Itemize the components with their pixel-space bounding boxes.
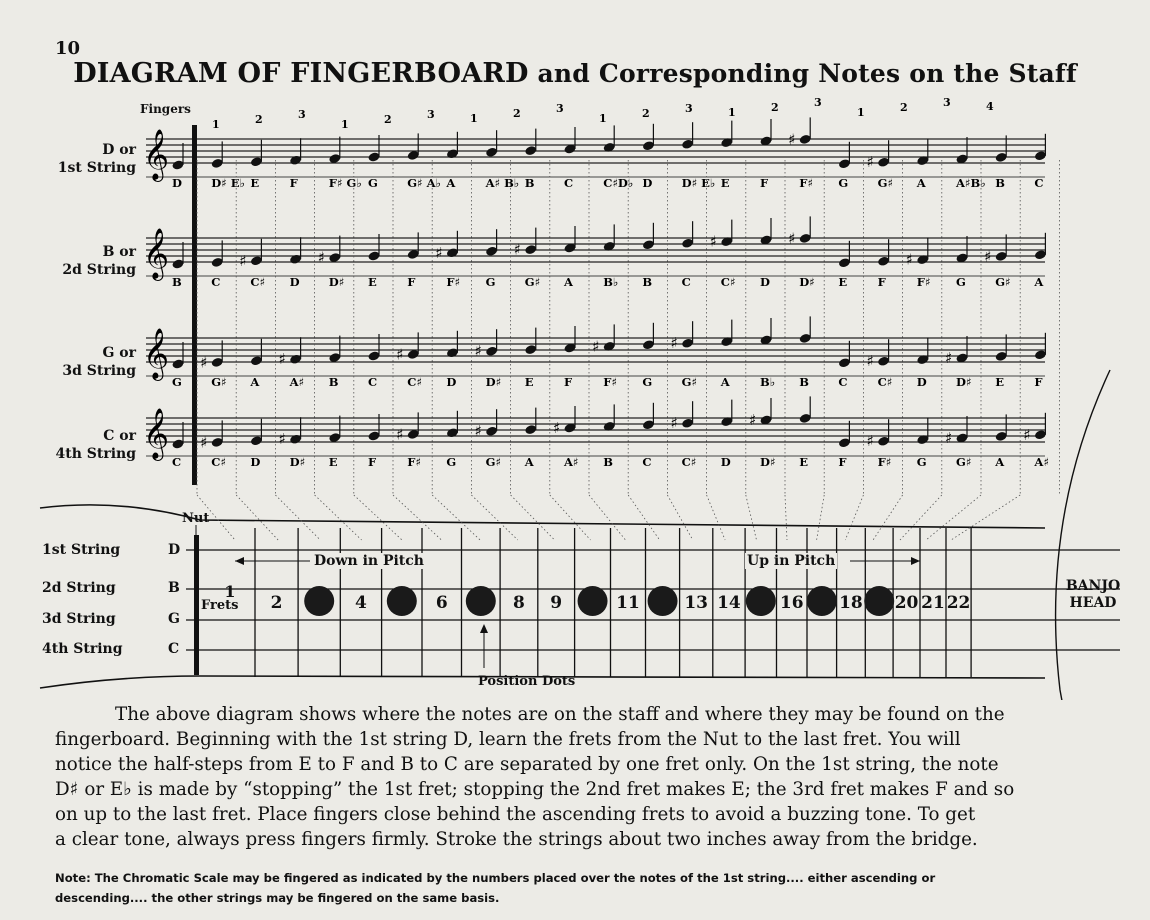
guide-line-dotted xyxy=(589,495,626,540)
note-letter: A♯ B♭ xyxy=(485,176,520,190)
note-letter: D♯ xyxy=(956,375,972,389)
note-letter: G♯ xyxy=(524,275,541,289)
sharp-sign: ♯ xyxy=(317,248,326,267)
note-letter: F♯ xyxy=(799,176,813,190)
guide-line-dotted xyxy=(236,495,278,540)
sharp-sign: ♯ xyxy=(709,232,718,251)
note-letter: B xyxy=(524,176,535,190)
position-dot xyxy=(807,586,837,616)
note-letter: C xyxy=(172,455,182,469)
fingering-number: 2 xyxy=(384,113,392,126)
fingering-number: 2 xyxy=(642,107,650,120)
fingering-number: 2 xyxy=(900,101,908,114)
note-letter: F xyxy=(877,275,886,289)
note-letter: B xyxy=(603,455,613,469)
note-letter: G xyxy=(368,176,378,190)
guide-line-dotted xyxy=(845,495,863,540)
note-letter: B xyxy=(172,275,182,289)
note-letter: G♯ xyxy=(995,275,1011,289)
fret-number: 9 xyxy=(550,593,563,613)
note-letter: F xyxy=(407,275,416,289)
note-letter: B♭ xyxy=(760,375,776,389)
fingering-number: 1 xyxy=(857,106,865,119)
footnote xyxy=(55,868,1115,908)
note-letter: F xyxy=(368,455,377,469)
note-letter: D♯ E♭ xyxy=(681,176,716,190)
note-letter: G xyxy=(446,455,457,469)
note-letter: F♯ G♭ xyxy=(328,176,362,190)
sharp-sign: ♯ xyxy=(749,411,757,429)
guide-line-dotted xyxy=(900,495,942,540)
sharp-sign: ♯ xyxy=(984,247,992,266)
note-letter: A♯ xyxy=(1034,455,1049,469)
note-letter: C♯ xyxy=(211,455,226,469)
note-letter: A xyxy=(446,176,456,190)
note-letter: G♯ xyxy=(681,375,697,389)
note-letter: B♭ xyxy=(603,275,619,289)
banjo-head-line: HEAD xyxy=(1069,595,1117,611)
note-letter: F♯ xyxy=(603,375,617,389)
sharp-sign: ♯ xyxy=(866,432,874,451)
up-arrow-icon xyxy=(911,557,920,565)
guide-line-dotted xyxy=(432,495,480,540)
note-letter: G xyxy=(838,176,849,190)
note-letter: E xyxy=(799,455,808,469)
fingering-number: 4 xyxy=(986,100,994,113)
fingering-number: 3 xyxy=(685,102,693,115)
note-letter: G xyxy=(916,455,927,469)
banjo-head-label xyxy=(1058,578,1128,612)
fret-number: 4 xyxy=(355,593,367,613)
string-label-line: 2d String xyxy=(62,262,136,278)
note-letter: G♯ xyxy=(485,455,501,469)
paragraph-line: The above diagram shows where the notes are on the staff and where they may be found on the xyxy=(115,704,1005,725)
fret-number: 16 xyxy=(779,593,804,613)
fret-number: 22 xyxy=(946,593,971,613)
note-letter: F xyxy=(838,455,847,469)
fret-number: 18 xyxy=(839,593,863,613)
fret-number: 14 xyxy=(717,593,741,613)
guide-line-dotted xyxy=(951,495,1020,540)
sharp-sign: ♯ xyxy=(866,153,874,172)
note-letter: C xyxy=(838,375,848,389)
note-letter: C xyxy=(368,375,378,389)
note-letter: G xyxy=(172,375,182,389)
fingering-number: 1 xyxy=(212,118,220,131)
fb-string-note-3: G xyxy=(168,611,180,627)
note-letter: D xyxy=(172,176,182,190)
note-letter: D♯ E♭ xyxy=(211,176,245,190)
note-letter: D♯ xyxy=(485,375,502,389)
fret-number-first: 1 xyxy=(224,582,236,601)
position-dot xyxy=(304,586,334,616)
position-dot xyxy=(648,586,678,616)
sharp-sign: ♯ xyxy=(239,251,247,270)
guide-line-dotted xyxy=(393,495,442,540)
guide-line-dotted xyxy=(817,495,825,540)
sharp-sign: ♯ xyxy=(396,425,404,444)
string-label-line: 4th String xyxy=(55,446,136,462)
fingerboard-nut xyxy=(194,535,199,675)
sharp-sign: ♯ xyxy=(945,429,953,447)
note-letter: A xyxy=(720,375,730,389)
fb-string-label-4: 4th String xyxy=(42,641,123,657)
fb-string-label-2: 2d String xyxy=(42,580,116,596)
fingering-number: 1 xyxy=(470,112,478,125)
note-letter: D xyxy=(289,275,300,289)
note-letter: F xyxy=(289,176,298,190)
note-letter: A xyxy=(916,176,926,190)
fb-string-note-4: C xyxy=(168,641,180,657)
note-letter: E xyxy=(368,275,377,289)
note-letter: E xyxy=(838,275,848,289)
fret-number: 2 xyxy=(270,593,283,613)
note-letter: D♯ xyxy=(799,275,815,289)
note-letter: C♯D♭ xyxy=(603,176,634,190)
position-dot xyxy=(387,586,417,616)
fb-string-note-2: B xyxy=(168,580,180,596)
sharp-sign: ♯ xyxy=(945,349,953,367)
fingering-number: 3 xyxy=(427,108,435,121)
note-letter: C♯ xyxy=(250,275,266,289)
note-letter: D xyxy=(760,275,770,289)
guide-line-dotted xyxy=(926,495,981,540)
position-dot xyxy=(746,586,776,616)
sharp-sign: ♯ xyxy=(200,353,208,372)
sharp-sign: ♯ xyxy=(788,229,796,248)
fingering-number: 3 xyxy=(943,96,951,109)
note-letter: E xyxy=(328,455,338,469)
treble-clef-icon: 𝄞 xyxy=(143,129,170,180)
guide-line-dotted xyxy=(746,495,757,540)
note-letter: G♯ xyxy=(877,176,893,190)
sharp-sign: ♯ xyxy=(1023,425,1031,444)
sharp-sign: ♯ xyxy=(474,342,482,361)
position-dot xyxy=(864,586,894,616)
note-letter: E xyxy=(250,176,260,190)
note-letter: G xyxy=(485,275,496,289)
note-letter: A xyxy=(1034,275,1044,289)
sharp-sign: ♯ xyxy=(474,422,482,441)
fingering-number: 2 xyxy=(513,107,521,120)
guide-line-dotted xyxy=(707,495,726,540)
guide-line-dotted xyxy=(873,495,903,540)
sharp-sign: ♯ xyxy=(905,250,914,269)
frets-label: Frets xyxy=(201,598,239,613)
note-letter: D xyxy=(250,455,261,469)
position-pointer-icon xyxy=(480,624,488,633)
paragraph-line: notice the half-steps from E to F and B to C are separated by one fret only. On the 1st string, the note xyxy=(55,754,999,775)
fingering-number: 2 xyxy=(255,113,263,126)
position-dot xyxy=(578,586,608,616)
position-dots-label: Position Dots xyxy=(478,674,576,689)
guide-line-dotted xyxy=(628,495,659,540)
footnote-line: Note: The Chromatic Scale may be fingered as indicated by the numbers placed over the notes of the 1st string.... either ascending or xyxy=(55,871,936,885)
note-letter: F xyxy=(564,375,573,389)
instruction-paragraph xyxy=(55,702,1105,852)
note-letter: D♯ xyxy=(760,455,776,469)
paragraph-line: a clear tone, always press fingers firmly. Stroke the strings about two inches away from the bridge. xyxy=(55,829,978,850)
page-number: 10 xyxy=(55,38,81,59)
fret-number: 20 xyxy=(894,593,919,613)
note-letter: C xyxy=(642,455,652,469)
note-letter: E xyxy=(524,375,534,389)
position-dot xyxy=(466,586,496,616)
guide-line-dotted xyxy=(315,495,362,540)
treble-clef-icon: 𝄞 xyxy=(143,328,170,379)
note-letter: D xyxy=(720,455,731,469)
sharp-sign: ♯ xyxy=(278,350,286,369)
note-letter: G♯ xyxy=(211,375,227,389)
sharp-sign: ♯ xyxy=(592,337,600,356)
fret-number: 21 xyxy=(921,593,945,613)
down-arrow-icon xyxy=(235,557,244,565)
note-letter: D♯ xyxy=(289,455,306,469)
fret-number: 13 xyxy=(684,593,709,613)
fret-number: 11 xyxy=(616,593,640,613)
note-letter: F♯ xyxy=(877,455,892,469)
guide-line-dotted xyxy=(471,495,517,540)
fingering-number: 1 xyxy=(728,106,736,119)
note-letter: G♯ xyxy=(956,455,972,469)
note-letter: C xyxy=(1034,176,1044,190)
fb-string-label-3: 3d String xyxy=(42,611,116,627)
note-letter: G xyxy=(956,275,966,289)
fb-string-note-1: D xyxy=(168,542,181,558)
footnote-line: descending.... the other strings may be fingered on the same basis. xyxy=(55,891,500,905)
note-letter: B xyxy=(995,176,1005,190)
fret-number: 8 xyxy=(513,593,525,613)
note-letter: F♯ xyxy=(916,275,931,289)
note-letter: B xyxy=(328,375,339,389)
note-letter: A♯B♭ xyxy=(956,176,986,190)
fingering-number: 1 xyxy=(341,118,349,131)
string-label-line: D or xyxy=(102,142,136,158)
sharp-sign: ♯ xyxy=(200,433,208,452)
sharp-sign: ♯ xyxy=(513,240,522,259)
sharp-sign: ♯ xyxy=(866,352,874,371)
note-letter: C xyxy=(564,176,574,190)
note-letter: A♯ xyxy=(289,375,305,389)
note-letter: B xyxy=(799,375,809,389)
title-rest: and Corresponding Notes on the Staff xyxy=(528,59,1077,88)
sharp-sign: ♯ xyxy=(788,130,796,149)
note-letter: C♯ xyxy=(720,275,736,289)
treble-clef-icon: 𝄞 xyxy=(143,408,170,459)
guide-line-dotted xyxy=(511,495,555,540)
guide-line-dotted xyxy=(354,495,402,540)
sharp-sign: ♯ xyxy=(278,430,286,449)
note-letter: D xyxy=(446,375,457,389)
down-in-pitch-label: Down in Pitch xyxy=(314,553,424,569)
paragraph-line: D♯ or E♭ is made by “stopping” the 1st fret; stopping the 2nd fret makes E; the 3rd fret makes F and so xyxy=(55,779,1015,800)
note-letter: D♯ xyxy=(328,275,345,289)
string-label-line: 3d String xyxy=(62,363,136,379)
sharp-sign: ♯ xyxy=(435,243,443,262)
note-letter: A xyxy=(995,455,1005,469)
fingering-number: 3 xyxy=(556,102,564,115)
treble-clef-icon: 𝄞 xyxy=(143,228,170,279)
fingering-number: 1 xyxy=(599,112,607,125)
fingering-number: 3 xyxy=(814,96,822,109)
banjo-head-line: BANJO xyxy=(1065,578,1121,594)
note-letter: F♯ xyxy=(446,275,461,289)
fingering-number: 2 xyxy=(771,101,779,114)
note-letter: C xyxy=(681,275,691,289)
note-letter: G♯ A♭ xyxy=(407,176,441,190)
note-letter: A xyxy=(250,375,260,389)
fingers-label: Fingers xyxy=(140,102,191,116)
note-letter: C♯ xyxy=(407,375,422,389)
up-in-pitch-label: Up in Pitch xyxy=(747,553,836,569)
note-letter: F xyxy=(1034,375,1043,389)
title-bold-part: DIAGRAM OF FINGERBOARD xyxy=(73,58,529,89)
fingering-number: 3 xyxy=(298,108,306,121)
note-letter: E xyxy=(720,176,730,190)
paragraph-line: fingerboard. Beginning with the 1st string D, learn the frets from the Nut to the last fret. You will xyxy=(55,729,961,750)
note-letter: B xyxy=(642,275,653,289)
string-label-line: 1st String xyxy=(57,160,136,176)
note-letter: F♯ xyxy=(407,455,421,469)
note-letter: C xyxy=(211,275,221,289)
note-letter: A xyxy=(564,275,573,289)
fret-number: 6 xyxy=(435,593,448,613)
note-letter: D xyxy=(916,375,927,389)
note-letter: D xyxy=(642,176,653,190)
note-letter: E xyxy=(995,375,1004,389)
guide-line-dotted xyxy=(785,495,787,540)
note-letter: C♯ xyxy=(877,375,893,389)
sharp-sign: ♯ xyxy=(553,419,561,437)
paragraph-line: on up to the last fret. Place fingers close behind the ascending frets to avoid a buzzing tone. To get xyxy=(55,804,976,825)
sharp-sign: ♯ xyxy=(670,334,678,353)
fb-string-label-1: 1st String xyxy=(42,542,121,558)
string-label-line: G or xyxy=(102,345,136,361)
note-letter: F xyxy=(760,176,769,190)
sharp-sign: ♯ xyxy=(396,345,404,364)
note-letter: C♯ xyxy=(681,455,697,469)
string-label-line: B or xyxy=(102,244,136,260)
nut-label: Nut xyxy=(182,511,210,526)
guide-line-dotted xyxy=(550,495,591,540)
note-letter: G xyxy=(642,375,653,389)
sharp-sign: ♯ xyxy=(670,414,678,433)
note-letter: A xyxy=(524,455,534,469)
string-label-line: C or xyxy=(103,428,136,444)
note-letter: A♯ xyxy=(564,455,579,469)
